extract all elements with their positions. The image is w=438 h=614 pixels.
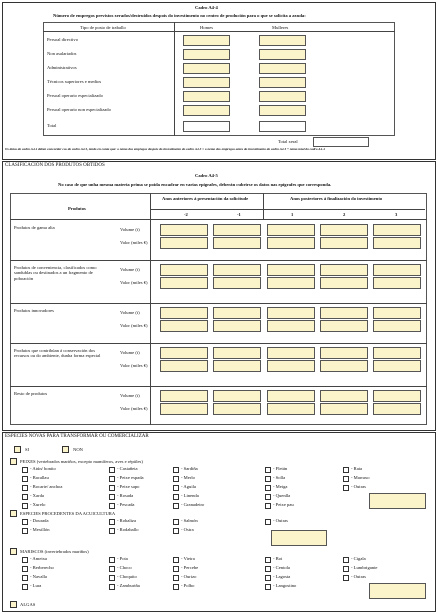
species-section-title: ESPECIES NOVAS PARA TRANSFORMAR OU COMERCIALIZAR (5, 434, 149, 439)
men-total-input[interactable] (183, 121, 230, 132)
species-label: - Solla (273, 475, 286, 480)
species-checkbox[interactable] (173, 476, 179, 482)
species-label: - Granadeiro (181, 502, 205, 507)
species-label: - Ameixa (30, 556, 47, 561)
product-value-input[interactable] (160, 320, 208, 332)
men-input[interactable] (183, 49, 230, 60)
product-value-input[interactable] (373, 360, 421, 372)
value-label: Valor (miles €) (120, 280, 148, 285)
species-label: - Aguila (181, 484, 196, 489)
species-checkbox[interactable] (22, 467, 28, 473)
species-label: - Meiga (273, 484, 288, 489)
species-checkbox[interactable] (265, 575, 271, 581)
species-checkbox[interactable] (343, 566, 349, 572)
species-checkbox[interactable] (173, 575, 179, 581)
species-label: - Outras (351, 574, 366, 579)
product-value-input[interactable] (373, 264, 421, 276)
species-label: - Bacallau (30, 475, 49, 480)
product-value-input[interactable] (160, 264, 208, 276)
product-value-input[interactable] (320, 390, 368, 402)
mariscos-label: MARISCOS (invertebrados mariños) (20, 549, 89, 554)
species-label: - Merlo (181, 475, 195, 480)
volume-label: Volume (t) (120, 267, 140, 272)
men-input[interactable] (183, 77, 230, 88)
product-value-input[interactable] (267, 347, 315, 359)
species-label: - Rodaballo (117, 527, 139, 532)
species-label: - Lagosta (273, 574, 291, 579)
row-label-tecnicos: Técnicos superiores e medios (47, 79, 102, 84)
species-label: - Ostra (181, 527, 194, 532)
species-checkbox[interactable] (173, 557, 179, 563)
product-value-input[interactable] (373, 224, 421, 236)
volume-label: Volume (t) (120, 393, 140, 398)
species-label: - Lumbrigante (351, 565, 378, 570)
col-header-women: Mulleres (272, 25, 289, 30)
species-label: - Bocarte/ anchoa (30, 484, 63, 489)
product-value-input[interactable] (320, 403, 368, 415)
species-label: - Fletán (273, 466, 288, 471)
products-section-title: CLASIFICACIÓN DOS PRODUTOS OBTIDOS (5, 163, 105, 168)
col-header-products: Produtos (68, 206, 86, 211)
product-value-input[interactable] (160, 277, 208, 289)
before-after-divider (263, 193, 264, 219)
row-label-operario-especializado: Persoal operario especializado (47, 93, 103, 98)
species-checkbox[interactable] (265, 584, 271, 590)
men-input[interactable] (183, 63, 230, 74)
species-label: - Boi (273, 556, 283, 561)
row-label-total: Total (47, 123, 57, 128)
species-label: - Vieira (181, 556, 195, 561)
algas-checkbox[interactable] (10, 601, 17, 608)
product-value-input[interactable] (373, 307, 421, 319)
species-checkbox[interactable] (22, 485, 28, 491)
product-row-label: Resto de produtos (14, 391, 48, 396)
volume-label: Volume (t) (120, 227, 140, 232)
year-label: -2 (184, 212, 188, 217)
species-checkbox[interactable] (22, 584, 28, 590)
product-row-rule (10, 386, 427, 387)
species-label: - Rosada (117, 493, 134, 498)
product-value-input[interactable] (213, 307, 261, 319)
species-checkbox[interactable] (265, 519, 271, 525)
mariscos-other-input[interactable] (369, 583, 426, 599)
a4-4-note: Os datos do cadro A4.4 deben concordar cos do cadro A4.3, tendo en conta que: o nemo dos empregos despois do investimento do cadro A4.3 = o nemo dos empregos antes do investimento do cadro A4.3 + nemo total do cadro A4.4 (5, 147, 325, 151)
species-label: - Marraxo (351, 475, 370, 480)
product-row-label: Produtos que contribúan á conservación dos recursos ou do ambiente, dunha forma especial (14, 348, 101, 359)
product-value-input[interactable] (267, 237, 315, 249)
product-value-input[interactable] (320, 347, 368, 359)
species-label: - Xurelo (30, 502, 46, 507)
species-label: - Choco (117, 565, 132, 570)
species-checkbox[interactable] (265, 494, 271, 500)
women-input[interactable] (259, 91, 306, 102)
volume-label: Volume (t) (120, 350, 140, 355)
species-label: - Mexillón (30, 527, 50, 532)
species-checkbox[interactable] (109, 476, 115, 482)
product-value-input[interactable] (213, 224, 261, 236)
product-value-input[interactable] (267, 307, 315, 319)
product-value-input[interactable] (267, 360, 315, 372)
row-label-directivo: Persoal directivo (47, 37, 78, 42)
cadro-a4-4-subtitle: Número de empregos previstos xerados/destruídos despois do investimento no centro de produción para o que se solicita a axuda: (53, 13, 306, 18)
species-label: - Outras (273, 518, 288, 523)
species-checkbox[interactable] (265, 476, 271, 482)
women-input[interactable] (259, 63, 306, 74)
species-label: - Pescada (117, 502, 135, 507)
species-checkbox[interactable] (22, 503, 28, 509)
row-label-operario-non-especializado: Persoal operario non especializado (47, 107, 111, 112)
mariscos-checkbox[interactable] (10, 548, 17, 555)
species-label: - Raia (351, 466, 363, 471)
product-value-input[interactable] (160, 360, 208, 372)
species-checkbox[interactable] (109, 467, 115, 473)
species-checkbox[interactable] (22, 557, 28, 563)
product-row-label: Produtos innovadores (14, 308, 54, 313)
cadro-a4-4-title: Cadro A4-4 (195, 5, 218, 10)
product-value-input[interactable] (213, 237, 261, 249)
product-row-rule (10, 260, 427, 261)
species-label: - Cigala (351, 556, 366, 561)
species-checkbox[interactable] (173, 485, 179, 491)
species-label: - Castañeta (117, 466, 138, 471)
species-label: - Sardiña (181, 466, 198, 471)
men-input[interactable] (183, 91, 230, 102)
product-value-input[interactable] (267, 390, 315, 402)
product-value-input[interactable] (373, 277, 421, 289)
species-label: - Robaliza (117, 518, 137, 523)
product-value-input[interactable] (213, 390, 261, 402)
species-label: - Atún/ bonito (30, 466, 56, 471)
acuicultura-other-input[interactable] (271, 530, 327, 546)
product-row-rule (10, 303, 427, 304)
species-checkbox[interactable] (109, 485, 115, 491)
species-checkbox[interactable] (22, 519, 28, 525)
species-label: - Pota (117, 556, 128, 561)
product-value-input[interactable] (267, 277, 315, 289)
species-label: - Zamburiña (117, 583, 140, 588)
species-checkbox[interactable] (343, 575, 349, 581)
product-row-rule (10, 343, 427, 344)
species-checkbox[interactable] (265, 566, 271, 572)
product-value-input[interactable] (320, 224, 368, 236)
species-checkbox[interactable] (265, 485, 271, 491)
products-header-rule (10, 219, 427, 220)
product-value-input[interactable] (160, 307, 208, 319)
col-header-type: Tipo de posto de traballo (80, 25, 126, 30)
species-checkbox[interactable] (343, 485, 349, 491)
product-value-input[interactable] (213, 320, 261, 332)
year-label: 1 (291, 212, 294, 217)
product-value-input[interactable] (320, 307, 368, 319)
product-value-input[interactable] (160, 403, 208, 415)
peixes-checkbox[interactable] (10, 458, 17, 465)
si-checkbox[interactable] (14, 446, 21, 453)
product-value-input[interactable] (373, 403, 421, 415)
value-label: Valor (miles €) (120, 363, 148, 368)
algas-label: ALGAS (20, 602, 36, 607)
species-checkbox[interactable] (22, 575, 28, 581)
species-label: - Peixe espada (117, 475, 144, 480)
species-label: - Lura (30, 583, 42, 588)
species-label: - Choquito (117, 574, 137, 579)
species-checkbox[interactable] (265, 503, 271, 509)
product-value-input[interactable] (160, 224, 208, 236)
species-label: - Xarda (30, 493, 44, 498)
years-rule (150, 209, 425, 210)
acuicultura-label: ESPECIES PROCEDENTES DA ACUICULTURA (20, 511, 116, 516)
species-checkbox[interactable] (109, 528, 115, 534)
species-checkbox[interactable] (109, 494, 115, 500)
grand-total-input[interactable] (313, 137, 369, 147)
product-value-input[interactable] (267, 320, 315, 332)
product-value-input[interactable] (320, 277, 368, 289)
women-input[interactable] (259, 105, 306, 116)
species-label: - Salmón (181, 518, 198, 523)
species-checkbox[interactable] (109, 584, 115, 590)
species-checkbox[interactable] (343, 476, 349, 482)
species-checkbox[interactable] (265, 467, 271, 473)
species-label: - Berberecho (30, 565, 54, 570)
species-checkbox[interactable] (265, 557, 271, 563)
peixes-label: PEIXES (vertebrados mariños, excepto mamíferos, aves e réptiles) (20, 459, 143, 464)
species-checkbox[interactable] (109, 575, 115, 581)
species-label: - Peixe pau (273, 502, 294, 507)
species-checkbox[interactable] (173, 467, 179, 473)
value-label: Valor (miles €) (120, 323, 148, 328)
products-col-divider (150, 193, 151, 425)
product-value-input[interactable] (373, 390, 421, 402)
species-checkbox[interactable] (22, 476, 28, 482)
species-label: - Outras (351, 484, 366, 489)
species-label: - Polbo (181, 583, 195, 588)
species-label: - Linenda (181, 493, 199, 498)
col-header-men: Homes (200, 25, 214, 30)
species-checkbox[interactable] (109, 557, 115, 563)
species-label: - Quenlla (273, 493, 291, 498)
product-value-input[interactable] (213, 360, 261, 372)
species-label: - Dourada (30, 518, 49, 523)
species-checkbox[interactable] (109, 519, 115, 525)
value-label: Valor (miles €) (120, 406, 148, 411)
non-checkbox[interactable] (62, 446, 69, 453)
species-checkbox[interactable] (109, 503, 115, 509)
product-value-input[interactable] (213, 264, 261, 276)
species-checkbox[interactable] (173, 494, 179, 500)
species-label: - Percebe (181, 565, 199, 570)
product-value-input[interactable] (320, 264, 368, 276)
product-value-input[interactable] (320, 320, 368, 332)
men-input[interactable] (183, 35, 230, 46)
species-checkbox[interactable] (22, 494, 28, 500)
product-value-input[interactable] (160, 390, 208, 402)
product-value-input[interactable] (160, 237, 208, 249)
product-row-label: Produtos de conveniencia, clasificados como sandublas ou destinados a un fragmento de poboación (14, 265, 97, 281)
species-checkbox[interactable] (173, 566, 179, 572)
women-input[interactable] (259, 35, 306, 46)
row-label-non-asalariados: Non asalariados (47, 51, 77, 56)
species-checkbox[interactable] (343, 467, 349, 473)
species-label: - Ourizo (181, 574, 197, 579)
women-input[interactable] (259, 49, 306, 60)
cadro-a4-5-title: Cadro A4-5 (195, 173, 218, 178)
cadro-a4-5-subtitle: No caso de que unha mesma materia prima se poida encadrar en varias epígrafes, deberán cubrirse os datos nas epígrafes que corresponda. (58, 182, 332, 187)
year-label: -1 (237, 212, 241, 217)
product-value-input[interactable] (160, 347, 208, 359)
species-checkbox[interactable] (173, 584, 179, 590)
species-checkbox[interactable] (173, 528, 179, 534)
value-label: Valor (miles €) (120, 240, 148, 245)
volume-label: Volume (t) (120, 310, 140, 315)
grand-total-label: Total xeral (278, 139, 298, 144)
row-label-administrativos: Administrativos (47, 65, 77, 70)
before-years-header: Anos anteriores á presentación da solicitude (162, 196, 249, 201)
product-value-input[interactable] (267, 264, 315, 276)
employment-table-col-divider (174, 22, 175, 136)
species-label: - Navalla (30, 574, 47, 579)
women-total-input[interactable] (259, 121, 306, 132)
species-checkbox[interactable] (173, 519, 179, 525)
year-label: 3 (395, 212, 398, 217)
product-value-input[interactable] (213, 403, 261, 415)
product-value-input[interactable] (267, 403, 315, 415)
after-years-header: Anos posteriores á finalización do investimento (290, 196, 383, 201)
species-label: - Centola (273, 565, 290, 570)
acuicultura-checkbox[interactable] (10, 510, 17, 517)
species-label: - Langostino (273, 583, 297, 588)
employment-table-header-rule (43, 31, 395, 32)
women-input[interactable] (259, 77, 306, 88)
product-value-input[interactable] (213, 277, 261, 289)
product-value-input[interactable] (373, 320, 421, 332)
species-checkbox[interactable] (22, 528, 28, 534)
non-label: NON (73, 447, 83, 452)
product-value-input[interactable] (373, 347, 421, 359)
si-label: SI (25, 447, 30, 452)
species-checkbox[interactable] (109, 566, 115, 572)
product-value-input[interactable] (320, 360, 368, 372)
species-checkbox[interactable] (22, 566, 28, 572)
men-input[interactable] (183, 105, 230, 116)
species-label: - Peixe sapo (117, 484, 140, 489)
product-value-input[interactable] (213, 347, 261, 359)
product-value-input[interactable] (373, 237, 421, 249)
species-checkbox[interactable] (343, 557, 349, 563)
product-value-input[interactable] (320, 237, 368, 249)
peixes-other-input[interactable] (369, 493, 426, 509)
product-value-input[interactable] (267, 224, 315, 236)
species-checkbox[interactable] (173, 503, 179, 509)
product-row-label: Produtos de gama alta (14, 225, 55, 230)
year-label: 2 (343, 212, 346, 217)
